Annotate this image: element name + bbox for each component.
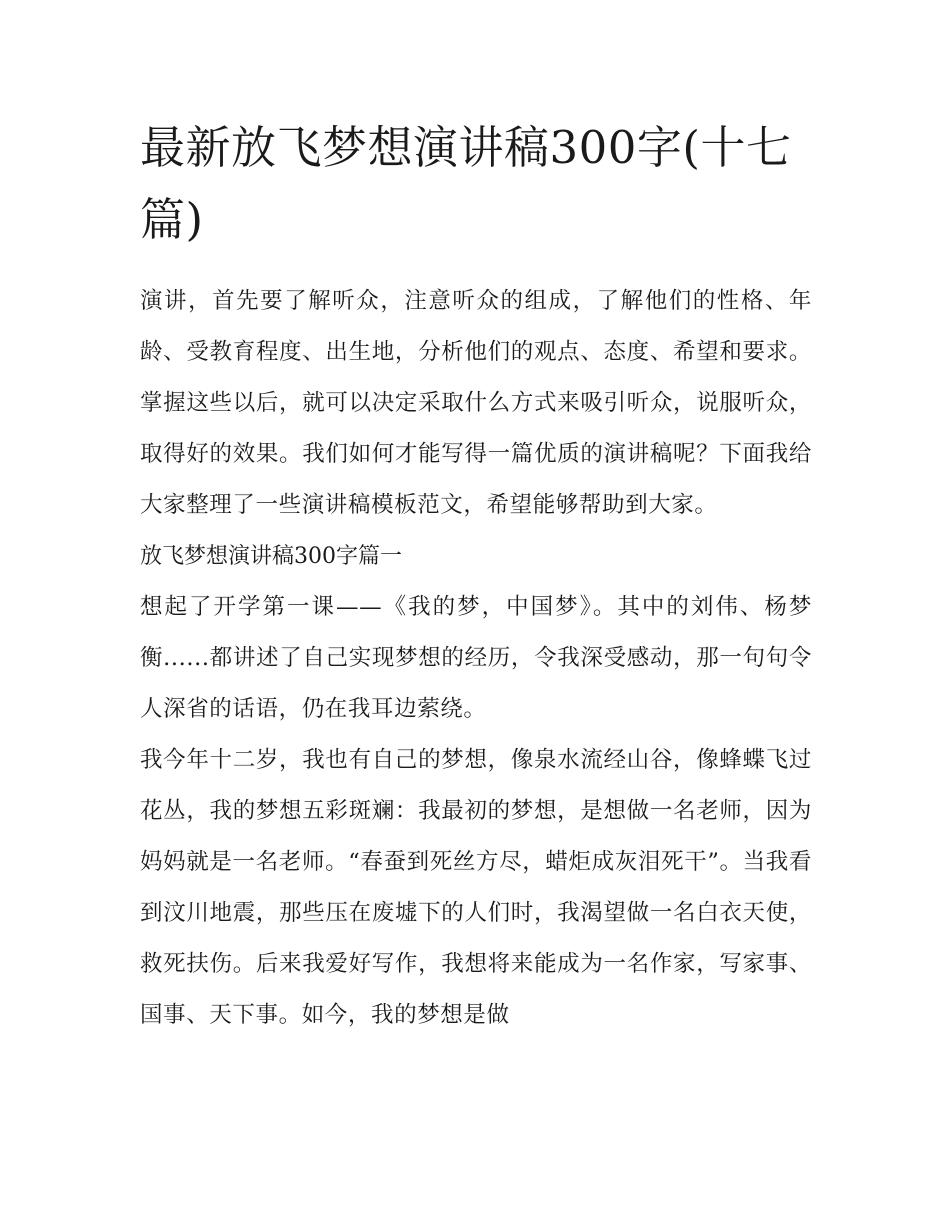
- intro-paragraph: 演讲，首先要了解听众，注意听众的组成，了解他们的性格、年龄、受教育程度、出生地，分析他们的观点、态度、希望和要求。掌握这些以后，就可以决定采取什么方式来吸引听众，说服听众，取得好的效果。我们如何才能写得一篇优质的演讲稿呢？下面我给大家整理了一些演讲稿模板范文，希望能够帮助到大家。: [140, 288, 812, 518]
- document-page: [140, 112, 812, 1041]
- document-title: 最新放飞梦想演讲稿300字(十七篇): [140, 121, 792, 246]
- body-paragraph-2: 我今年十二岁，我也有自己的梦想，像泉水流经山谷，像蜂蝶飞过花丛，我的梦想五彩斑斓：我最初的梦想，是想做一名老师，因为妈妈就是一名老师。“春蚕到死丝方尽，蜡炬成灰泪死干”。当我看到汶川地震，那些压在废墟下的人们时，我渴望做一名白衣天使，救死扶伤。后来我爱好写作，我想将来能成为一名作家，写家事、国事、天下事。如今，我的梦想是做: [140, 747, 812, 1028]
- section-heading: 放飞梦想演讲稿300字篇一: [140, 544, 402, 569]
- body-paragraph-1: 想起了开学第一课——《我的梦，中国梦》。其中的刘伟、杨梦衡......都讲述了自己实现梦想的经历，令我深受感动，那一句句令人深省的话语，仍在我耳边萦绕。: [140, 594, 812, 722]
